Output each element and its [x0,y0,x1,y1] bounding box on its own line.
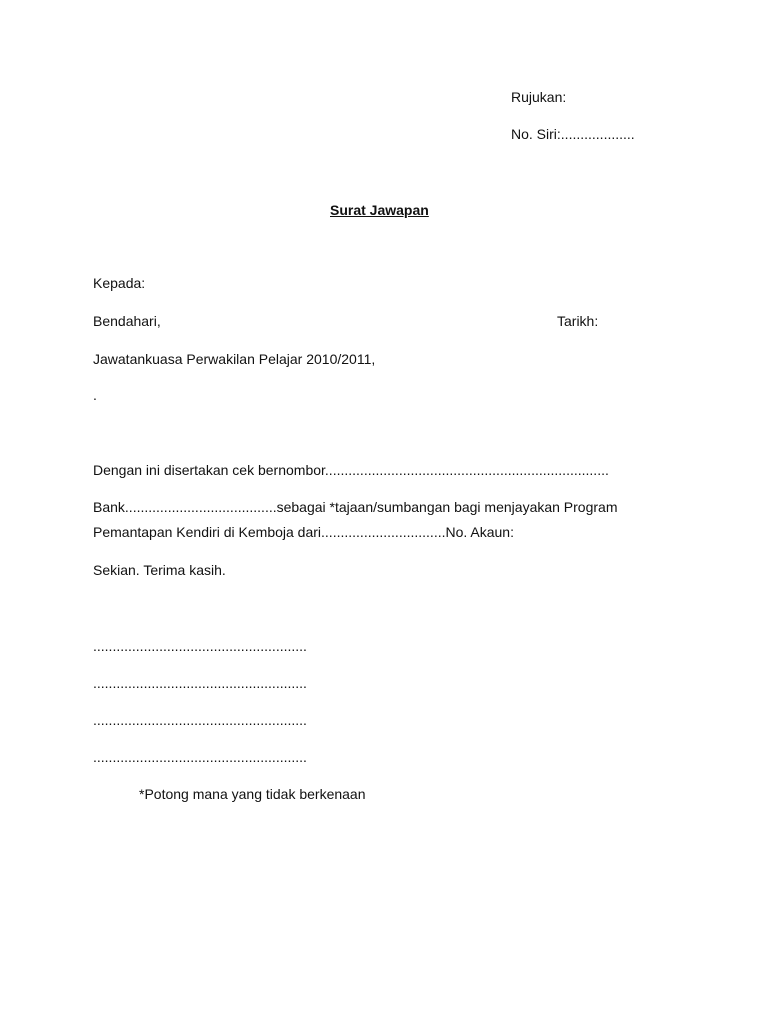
signature-line: ....................................................... [93,638,307,654]
recipient-committee: Jawatankuasa Perwakilan Pelajar 2010/2011, [93,351,376,367]
bank-sponsorship-line: Bank.......................................sebagai *tajaan/sumbangan bagi menjayakan Program [93,499,618,515]
signature-line: ....................................................... [93,749,307,765]
serial-number-field: No. Siri:................... [511,126,635,142]
closing-text: Sekian. Terima kasih. [93,562,226,578]
recipient-label: Kepada: [93,275,146,291]
footnote: *Potong mana yang tidak berkenaan [139,786,366,802]
signature-line: ....................................................... [93,675,307,691]
letter-title: Surat Jawapan [330,202,429,218]
signature-line: ....................................................... [93,712,307,728]
recipient-treasurer: Bendahari, [93,313,161,329]
program-account-line: Pemantapan Kendiri di Kemboja dari................................No. Akaun: [93,524,514,540]
reference-label: Rujukan: [511,89,567,105]
date-label: Tarikh: [557,313,599,329]
cheque-number-line: Dengan ini disertakan cek bernombor......................................................................... [93,462,609,478]
recipient-address-placeholder: . [93,387,97,403]
